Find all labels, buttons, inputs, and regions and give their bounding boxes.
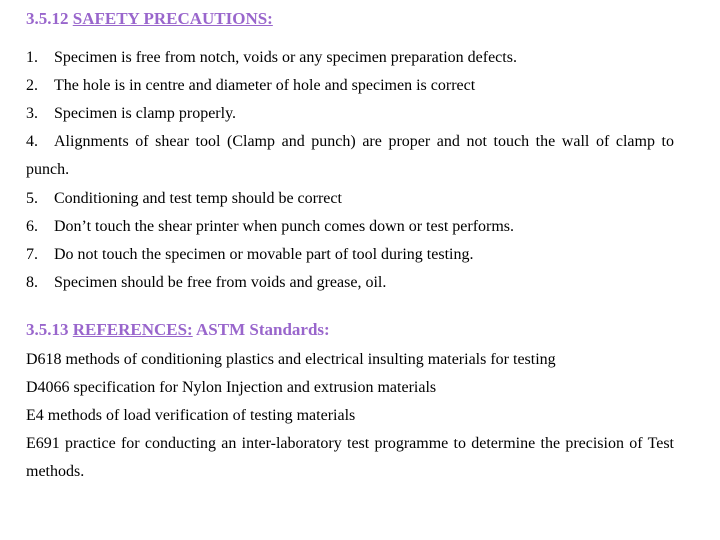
section-title: REFERENCES: — [72, 320, 193, 339]
list-number: 8. — [26, 274, 38, 291]
list-text: Specimen should be free from voids and grease, oil. — [54, 274, 387, 291]
list-number: 4. — [26, 133, 38, 150]
list-item — [26, 104, 674, 124]
reference-item: D4066 specification for Nylon Injection and extrusion materials — [26, 379, 437, 396]
section-number: 3.5.12 — [26, 9, 73, 28]
list-item — [26, 217, 674, 237]
section-heading-references — [26, 320, 330, 340]
list-text: Do not touch the specimen or movable part of tool during testing. — [54, 246, 474, 263]
list-item — [26, 189, 674, 209]
reference-item: E4 methods of load verification of testing materials — [26, 407, 356, 424]
reference-item: E691 practice for conducting an inter-laboratory test programme to determine the precision of Test methods. — [26, 435, 674, 480]
list-number: 7. — [26, 246, 38, 263]
list-text: Alignments of shear tool (Clamp and punch) are proper and not touch the wall of clamp to punch. — [26, 133, 674, 178]
list-number: 2. — [26, 77, 38, 94]
reference-item: D618 methods of conditioning plastics and electrical insulting materials for testing — [26, 351, 556, 368]
list-number: 5. — [26, 190, 38, 207]
list-text: The hole is in centre and diameter of hole and specimen is correct — [54, 77, 476, 94]
list-item — [26, 48, 674, 68]
list-number: 6. — [26, 218, 38, 235]
section-subtitle: ASTM Standards: — [192, 320, 330, 339]
list-number: 1. — [26, 49, 38, 66]
list-text: Conditioning and test temp should be correct — [54, 190, 342, 207]
list-item — [26, 273, 674, 293]
list-item — [26, 76, 674, 96]
section-title: SAFETY PRECAUTIONS: — [72, 9, 273, 28]
list-item — [26, 128, 674, 184]
section-number: 3.5.13 — [26, 320, 73, 339]
list-item — [26, 245, 674, 265]
section-heading-safety-precautions — [26, 9, 273, 29]
list-text: Specimen is free from notch, voids or any specimen preparation defects. — [54, 49, 517, 66]
list-number: 3. — [26, 105, 38, 122]
list-text: Specimen is clamp properly. — [54, 105, 237, 122]
list-text: Don’t touch the shear printer when punch comes down or test performs. — [54, 218, 515, 235]
